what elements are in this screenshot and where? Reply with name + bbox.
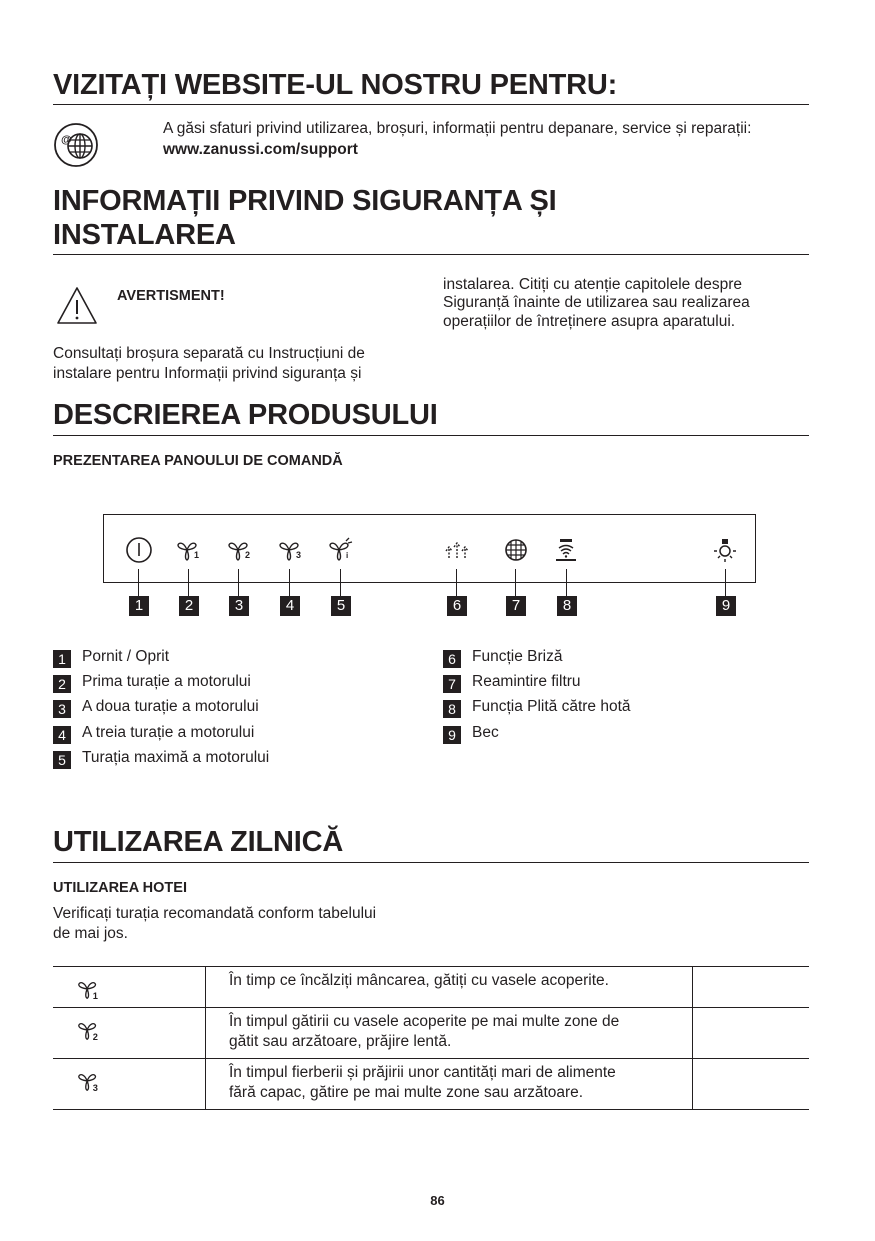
empty-cell bbox=[693, 1008, 810, 1059]
speed-description-cell bbox=[206, 967, 693, 1008]
speed-description-cell bbox=[206, 1008, 693, 1059]
legend-label: Pornit / Oprit bbox=[82, 648, 169, 665]
safety-right-line3: operațiilor de întreținere asupra aparatului. bbox=[443, 313, 736, 330]
panel-number-1: 1 bbox=[129, 596, 149, 616]
speed-description-line1: În timpul gătirii cu vasele acoperite pe mai multe zone de bbox=[229, 1013, 620, 1030]
table-row bbox=[53, 1008, 809, 1059]
usage-subheading: UTILIZAREA HOTEI bbox=[53, 880, 187, 896]
leader-line-5 bbox=[340, 569, 341, 596]
panel-number-2: 2 bbox=[179, 596, 199, 616]
fan-speed-1-icon bbox=[76, 976, 102, 1002]
legend-number: 9 bbox=[443, 726, 461, 744]
fan-speed-3-icon bbox=[76, 1068, 102, 1094]
speed-level: 2 bbox=[92, 1032, 98, 1043]
leader-line-2 bbox=[188, 569, 189, 596]
panel-number-5: 5 bbox=[331, 596, 351, 616]
speed-icon-cell bbox=[53, 1008, 206, 1059]
legend-item bbox=[53, 723, 254, 744]
globe-icon bbox=[53, 122, 99, 168]
lamp-icon[interactable] bbox=[711, 536, 739, 564]
legend-number: 5 bbox=[53, 751, 71, 769]
usage-intro-line1: Verificați turația recomandată conform tabelului bbox=[53, 905, 377, 922]
legend-label: Reamintire filtru bbox=[472, 673, 581, 690]
website-heading: VIZITAȚI WEBSITE-UL NOSTRU PENTRU: bbox=[53, 69, 618, 101]
legend-item bbox=[53, 748, 269, 769]
panel-number-8: 8 bbox=[557, 596, 577, 616]
leader-line-1 bbox=[138, 569, 139, 596]
legend-number: 2 bbox=[53, 675, 71, 693]
speed-description-line2: fără capac, gătire pe mai multe zone sau arzătoare. bbox=[229, 1084, 584, 1101]
leader-line-3 bbox=[238, 569, 239, 596]
warning-triangle-icon bbox=[55, 285, 99, 326]
speed-description-line1: În timp ce încălziți mâncarea, gătiți cu vasele acoperite. bbox=[229, 972, 609, 989]
legend-item bbox=[443, 672, 581, 693]
legend-number: 1 bbox=[53, 650, 71, 668]
product-rule bbox=[53, 435, 809, 436]
fan-speed-1-icon[interactable] bbox=[175, 536, 203, 564]
power-icon[interactable] bbox=[125, 536, 153, 564]
speed-table bbox=[53, 966, 809, 1110]
hob-to-hood-icon[interactable] bbox=[552, 536, 580, 564]
legend-item bbox=[443, 697, 631, 718]
panel-number-9: 9 bbox=[716, 596, 736, 616]
speed-description-cell bbox=[206, 1059, 693, 1110]
leader-line-4 bbox=[289, 569, 290, 596]
website-text: A găsi sfaturi privind utilizarea, broșuri, informații pentru depanare, service și reparații: bbox=[163, 120, 752, 137]
website-url[interactable]: www.zanussi.com/support bbox=[163, 141, 358, 158]
safety-left-line1: Consultați broșura separată cu Instrucțiuni de bbox=[53, 345, 365, 362]
speed-description-line1: În timpul fierberii și prăjirii unor cantități mari de alimente bbox=[229, 1064, 616, 1081]
panel-number-4: 4 bbox=[280, 596, 300, 616]
usage-intro-line2: de mai jos. bbox=[53, 925, 128, 942]
svg-text:@: @ bbox=[61, 134, 72, 146]
legend-item bbox=[53, 647, 169, 668]
usage-heading: UTILIZAREA ZILNICĂ bbox=[53, 826, 344, 858]
legend-number: 4 bbox=[53, 726, 71, 744]
legend-label: Bec bbox=[472, 724, 499, 741]
page-number: 86 bbox=[430, 1193, 445, 1208]
leader-line-9 bbox=[725, 569, 726, 596]
filter-grid-icon[interactable] bbox=[502, 536, 530, 564]
product-heading: DESCRIEREA PRODUSULUI bbox=[53, 399, 438, 431]
safety-right-line2: Siguranță înainte de utilizarea sau realizarea bbox=[443, 294, 750, 311]
legend-label: A doua turație a motorului bbox=[82, 698, 259, 715]
panel-subheading: PREZENTAREA PANOULUI DE COMANDĂ bbox=[53, 453, 343, 469]
legend-item bbox=[53, 697, 259, 718]
fan-2-sub: 2 bbox=[245, 550, 251, 560]
leader-line-6 bbox=[456, 569, 457, 596]
legend-number: 6 bbox=[443, 650, 461, 668]
table-row bbox=[53, 1059, 809, 1110]
fan-boost-sub: i bbox=[346, 551, 349, 560]
safety-rule bbox=[53, 254, 809, 255]
leader-line-8 bbox=[566, 569, 567, 596]
fan-speed-2-icon[interactable] bbox=[226, 536, 254, 564]
panel-number-6: 6 bbox=[447, 596, 467, 616]
fan-speed-3-icon[interactable] bbox=[277, 536, 305, 564]
empty-cell bbox=[693, 1059, 810, 1110]
safety-left-line2: instalare pentru Informații privind siguranța și bbox=[53, 365, 362, 382]
table-row bbox=[53, 967, 809, 1008]
legend-number: 3 bbox=[53, 700, 71, 718]
panel-number-7: 7 bbox=[506, 596, 526, 616]
speed-level: 3 bbox=[92, 1083, 98, 1094]
speed-description-line2: gătit sau arzătoare, prăjire lentă. bbox=[229, 1033, 452, 1050]
legend-item bbox=[53, 672, 251, 693]
safety-heading-line2: INSTALAREA bbox=[53, 219, 236, 251]
safety-heading-line1: INFORMAȚII PRIVIND SIGURANȚA ȘI bbox=[53, 185, 557, 217]
website-rule bbox=[53, 104, 809, 105]
usage-rule bbox=[53, 862, 809, 863]
legend-label: Funcția Plită către hotă bbox=[472, 698, 631, 715]
legend-number: 8 bbox=[443, 700, 461, 718]
speed-icon-cell bbox=[53, 967, 206, 1008]
panel-number-3: 3 bbox=[229, 596, 249, 616]
leader-line-7 bbox=[515, 569, 516, 596]
breeze-icon[interactable] bbox=[443, 536, 471, 564]
safety-right-line1: instalarea. Citiți cu atenție capitolele despre bbox=[443, 276, 742, 293]
legend-label: Funcție Briză bbox=[472, 648, 563, 665]
legend-label: Turația maximă a motorului bbox=[82, 749, 270, 766]
legend-label: Prima turație a motorului bbox=[82, 673, 251, 690]
fan-3-sub: 3 bbox=[296, 550, 302, 560]
fan-1-sub: 1 bbox=[194, 550, 200, 560]
fan-boost-icon[interactable] bbox=[327, 536, 355, 564]
speed-level: 1 bbox=[92, 991, 98, 1002]
warning-label: AVERTISMENT! bbox=[117, 288, 225, 304]
legend-number: 7 bbox=[443, 675, 461, 693]
fan-speed-2-icon bbox=[76, 1017, 102, 1043]
speed-icon-cell bbox=[53, 1059, 206, 1110]
legend-label: A treia turație a motorului bbox=[82, 724, 255, 741]
legend-item bbox=[443, 723, 499, 744]
legend-item bbox=[443, 647, 562, 668]
empty-cell bbox=[693, 967, 810, 1008]
